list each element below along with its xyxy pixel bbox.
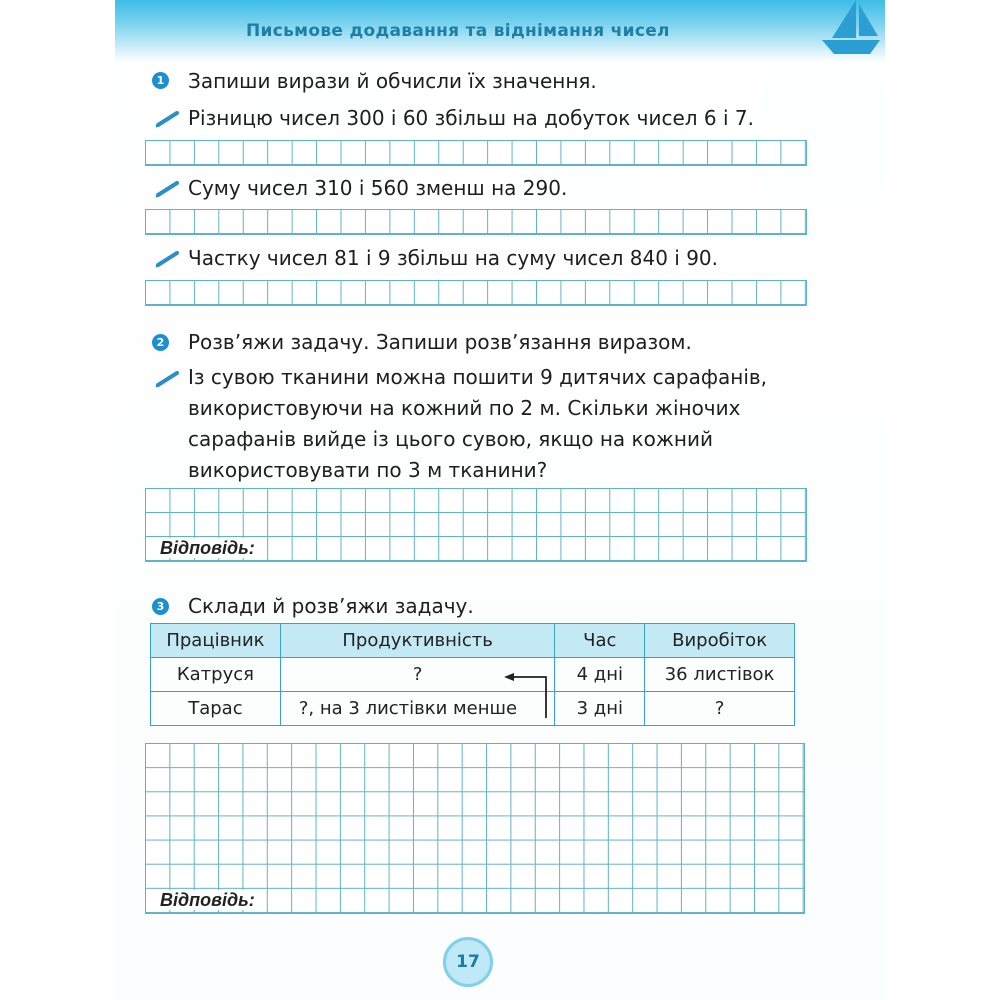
pencil-icon [155, 110, 181, 128]
task1-item-3: Частку чисел 81 і 9 збільш на суму чисел 840 і 90. [188, 246, 719, 270]
sailboat-icon [820, 0, 882, 55]
table-cell: ? [280, 658, 555, 692]
table-row [151, 692, 795, 726]
table-cell: 36 листівок [645, 658, 795, 692]
task2-problem-line: використовуючи на кожний по 2 м. Скільки жіночих [188, 396, 741, 420]
answer-grid[interactable] [145, 140, 807, 166]
task2-instruction: Розв’яжи задачу. Запиши розв’язання виразом. [188, 330, 692, 354]
answer-grid[interactable] [145, 280, 807, 306]
table-header-cell: Працівник [151, 624, 281, 658]
task-number-badge: 2 [152, 334, 169, 351]
answer-label: Відповідь: [157, 890, 258, 910]
table-header-cell: Продуктивність [280, 624, 555, 658]
arrow-icon [500, 670, 552, 720]
table-header-row [151, 624, 795, 658]
page-number: 17 [443, 937, 493, 987]
table-cell: ? [645, 692, 795, 726]
answer-grid[interactable] [145, 209, 807, 235]
task1-item-1: Різницю чисел 300 і 60 збільш на добуток чисел 6 і 7. [188, 106, 754, 130]
pencil-icon [155, 250, 181, 268]
pencil-icon [155, 180, 181, 198]
table-header-cell: Час [555, 624, 645, 658]
task-number-badge: 1 [152, 72, 169, 89]
task2-problem-line: сарафанів вийде із цього сувою, якщо на кожний [188, 427, 713, 451]
task1-item-2: Суму чисел 310 і 560 зменш на 290. [188, 176, 568, 200]
page-title: Письмове додавання та віднімання чисел [246, 21, 670, 41]
pencil-icon [155, 370, 181, 388]
solution-grid[interactable] [145, 743, 805, 914]
task2-problem-line: використовувати по 3 м тканини? [188, 458, 548, 482]
table-cell: Тарас [151, 692, 281, 726]
task1-instruction: Запиши вирази й обчисли їх значення. [188, 69, 597, 93]
task-number-badge: 3 [152, 598, 169, 615]
task-table [150, 623, 795, 726]
task2-problem-line: Із сувою тканини можна пошити 9 дитячих сарафанів, [188, 365, 768, 389]
answer-label: Відповідь: [157, 538, 258, 558]
table-cell: Катруся [151, 658, 281, 692]
table-cell: 4 дні [555, 658, 645, 692]
table-header-cell: Виробіток [645, 624, 795, 658]
table-cell: 3 дні [555, 692, 645, 726]
table-row [151, 658, 795, 692]
table-cell: ?, на 3 листівки менше [280, 692, 555, 726]
task3-instruction: Склади й розв’яжи задачу. [188, 594, 474, 618]
